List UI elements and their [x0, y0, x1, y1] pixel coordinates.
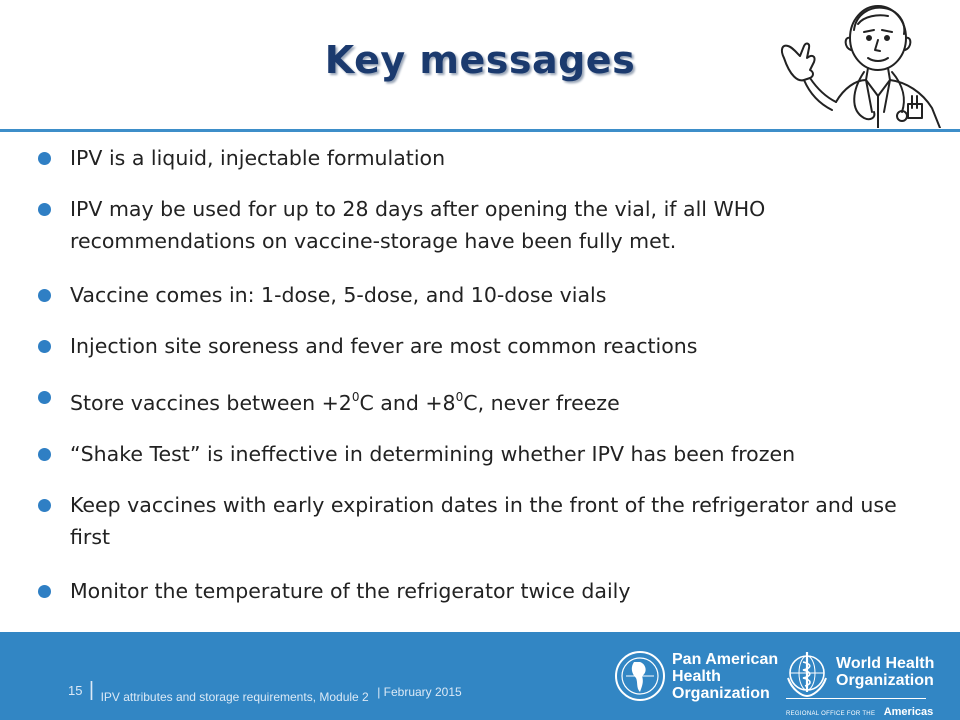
degree-superscript: 0: [351, 390, 360, 404]
bullet-dot-icon: [38, 203, 51, 216]
bullet-item: [36, 330, 941, 362]
footer-date: | February 2015: [377, 685, 462, 699]
temp-text-start: Store vaccines between +2: [70, 391, 352, 415]
paho-line: Pan American: [672, 651, 779, 668]
footer-caption: [68, 678, 462, 704]
doctor-illustration: [774, 0, 960, 128]
who-line: Organization: [836, 672, 934, 689]
bullet-dot-icon: [38, 448, 51, 461]
bullet-text: Vaccine comes in: 1-dose, 5-dose, and 10-dose vials: [70, 283, 607, 307]
bullet-item: [36, 279, 941, 311]
paho-emblem-icon: [614, 650, 666, 702]
bullet-text: IPV may be used for up to 28 days after opening the vial, if all WHO recommendations on vaccine-storage have been fully met.: [70, 197, 766, 253]
bullet-item: [36, 142, 941, 174]
bullet-text: [70, 391, 620, 415]
footer-bar: [0, 632, 960, 720]
who-region-prefix: REGIONAL OFFICE FOR THE: [786, 711, 876, 717]
bullet-item: [36, 575, 941, 607]
who-name: [836, 655, 934, 689]
degree-superscript: 0: [455, 390, 464, 404]
paho-name: [672, 651, 778, 702]
paho-line: Health: [672, 668, 721, 685]
bullet-text: Injection site soreness and fever are most common reactions: [70, 334, 698, 358]
bullet-text: Monitor the temperature of the refrigerator twice daily: [70, 579, 631, 603]
temp-text-end: C, never freeze: [463, 391, 620, 415]
page-number: 15: [68, 683, 83, 698]
paho-line: Organization: [672, 685, 770, 702]
slide-title: Key messages: [324, 38, 636, 82]
bullet-item: [36, 438, 941, 470]
bullet-dot-icon: [38, 340, 51, 353]
bullet-dot-icon: [38, 152, 51, 165]
who-region-name: Americas: [883, 706, 934, 718]
bullet-dot-icon: [38, 585, 51, 598]
bullet-dot-icon: [38, 289, 51, 302]
bullet-dot-icon: [38, 391, 51, 404]
footer-module-text: IPV attributes and storage requirements, Module 2: [100, 690, 369, 704]
bullet-text: “Shake Test” is ineffective in determining whether IPV has been frozen: [70, 442, 796, 466]
who-divider: [786, 698, 926, 699]
bullet-item: [36, 381, 941, 419]
bullet-list: [36, 142, 941, 626]
bullet-item: [36, 489, 941, 553]
who-line: World Health: [836, 655, 935, 672]
who-emblem-icon: [782, 648, 832, 698]
footer-separator: |: [88, 679, 95, 701]
temp-text-middle: C and +8: [359, 391, 456, 415]
who-region: [786, 702, 933, 720]
title-divider: [0, 129, 960, 132]
bullet-text: IPV is a liquid, injectable formulation: [70, 146, 446, 170]
bullet-item: [36, 193, 941, 257]
bullet-dot-icon: [38, 499, 51, 512]
bullet-text: Keep vaccines with early expiration dates in the front of the refrigerator and use first: [70, 493, 897, 549]
